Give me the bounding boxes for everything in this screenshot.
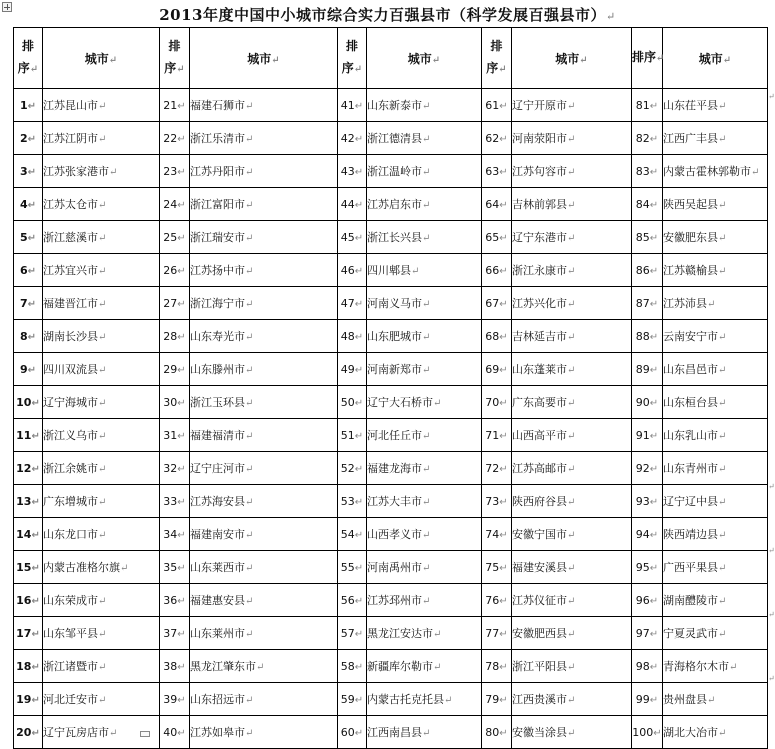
city-cell: 安徽宁国市↵ xyxy=(512,518,632,551)
rank-cell: 47↵ xyxy=(338,287,367,320)
city-cell: 山东寿光市↵ xyxy=(190,320,338,353)
city-cell: 内蒙古托克托县↵ xyxy=(367,683,482,716)
city-cell: 江苏邳州市↵ xyxy=(367,584,482,617)
rank-cell: 66↵ xyxy=(482,254,512,287)
rank-cell: 3↵ xyxy=(14,155,43,188)
city-cell: 辽宁辽中县↵ xyxy=(663,485,768,518)
table-row xyxy=(14,320,768,353)
city-header: 城市↵ xyxy=(43,28,160,89)
rank-cell: 49↵ xyxy=(338,353,367,386)
city-cell: 江苏丹阳市↵ xyxy=(190,155,338,188)
rank-cell: 18↵ xyxy=(14,650,43,683)
table-row xyxy=(14,584,768,617)
city-cell: 山东莱西市↵ xyxy=(190,551,338,584)
rank-cell: 55↵ xyxy=(338,551,367,584)
rank-cell: 80↵ xyxy=(482,716,512,749)
rank-cell: 16↵ xyxy=(14,584,43,617)
rank-cell: 31↵ xyxy=(160,419,190,452)
city-cell: 浙江瑞安市↵ xyxy=(190,221,338,254)
city-cell: 云南安宁市↵ xyxy=(663,320,768,353)
city-cell: 四川双流县↵ xyxy=(43,353,160,386)
rank-cell: 53↵ xyxy=(338,485,367,518)
city-cell: 江苏沛县↵ xyxy=(663,287,768,320)
rank-cell: 20↵ xyxy=(14,716,43,749)
table-row xyxy=(14,188,768,221)
row-end-mark-icon: ↵ xyxy=(768,674,775,683)
rank-cell: 21↵ xyxy=(160,89,190,122)
city-cell: 江苏如皋市↵ xyxy=(190,716,338,749)
table-row xyxy=(14,716,768,749)
city-cell: 福建福清市↵ xyxy=(190,419,338,452)
rank-cell: 5↵ xyxy=(14,221,43,254)
rank-cell: 4↵ xyxy=(14,188,43,221)
table-row xyxy=(14,89,768,122)
rank-cell: 77↵ xyxy=(482,617,512,650)
table-row xyxy=(14,485,768,518)
rank-cell: 79↵ xyxy=(482,683,512,716)
rank-cell: 44↵ xyxy=(338,188,367,221)
city-cell: 山东莱州市↵ xyxy=(190,617,338,650)
city-cell: 江苏张家港市↵ xyxy=(43,155,160,188)
city-cell: 江苏宜兴市↵ xyxy=(43,254,160,287)
city-cell: 黑龙江安达市↵ xyxy=(367,617,482,650)
rank-cell: 87↵ xyxy=(632,287,663,320)
rank-cell: 57↵ xyxy=(338,617,367,650)
page-title xyxy=(0,4,775,25)
rank-cell: 7↵ xyxy=(14,287,43,320)
rank-cell: 9↵ xyxy=(14,353,43,386)
city-cell: 山东蓬莱市↵ xyxy=(512,353,632,386)
city-cell: 江苏大丰市↵ xyxy=(367,485,482,518)
city-cell: 青海格尔木市↵ xyxy=(663,650,768,683)
city-cell: 湖南醴陵市↵ xyxy=(663,584,768,617)
city-cell: 陕西靖边县↵ xyxy=(663,518,768,551)
header-row xyxy=(14,28,768,89)
city-cell: 福建南安市↵ xyxy=(190,518,338,551)
rank-cell: 91↵ xyxy=(632,419,663,452)
city-cell: 江苏兴化市↵ xyxy=(512,287,632,320)
city-cell: 福建安溪县↵ xyxy=(512,551,632,584)
city-cell: 江西广丰县↵ xyxy=(663,122,768,155)
city-cell: 安徽肥西县↵ xyxy=(512,617,632,650)
city-cell: 安徽肥东县↵ xyxy=(663,221,768,254)
rank-cell: 10↵ xyxy=(14,386,43,419)
rank-cell: 64↵ xyxy=(482,188,512,221)
rank-cell: 93↵ xyxy=(632,485,663,518)
table-row xyxy=(14,386,768,419)
city-cell: 浙江平阳县↵ xyxy=(512,650,632,683)
city-cell: 江苏赣榆县↵ xyxy=(663,254,768,287)
rank-cell: 1↵ xyxy=(14,89,43,122)
city-cell: 浙江诸暨市↵ xyxy=(43,650,160,683)
city-cell: 陕西府谷县↵ xyxy=(512,485,632,518)
rank-cell: 69↵ xyxy=(482,353,512,386)
city-cell: 新疆库尔勒市↵ xyxy=(367,650,482,683)
table-row xyxy=(14,122,768,155)
city-cell: 浙江玉环县↵ xyxy=(190,386,338,419)
rank-cell: 25↵ xyxy=(160,221,190,254)
city-cell: 辽宁开原市↵ xyxy=(512,89,632,122)
table-row xyxy=(14,650,768,683)
rank-cell: 68↵ xyxy=(482,320,512,353)
city-cell: 广西平果县↵ xyxy=(663,551,768,584)
table-row xyxy=(14,353,768,386)
city-cell: 江西南昌县↵ xyxy=(367,716,482,749)
table-row xyxy=(14,287,768,320)
rank-cell: 30↵ xyxy=(160,386,190,419)
rank-cell: 60↵ xyxy=(338,716,367,749)
rank-cell: 15↵ xyxy=(14,551,43,584)
rank-cell: 74↵ xyxy=(482,518,512,551)
city-cell: 辽宁海城市↵ xyxy=(43,386,160,419)
rank-cell: 65↵ xyxy=(482,221,512,254)
city-header: 城市↵ xyxy=(190,28,338,89)
city-cell: 浙江海宁市↵ xyxy=(190,287,338,320)
city-cell: 辽宁庄河市↵ xyxy=(190,452,338,485)
rank-cell: 100↵ xyxy=(632,716,663,749)
city-cell: 福建龙海市↵ xyxy=(367,452,482,485)
rank-cell: 73↵ xyxy=(482,485,512,518)
city-cell: 福建晋江市↵ xyxy=(43,287,160,320)
city-cell: 浙江永康市↵ xyxy=(512,254,632,287)
table-row xyxy=(14,221,768,254)
row-end-mark-icon: ↵ xyxy=(768,92,775,101)
city-cell: 湖南长沙县↵ xyxy=(43,320,160,353)
rank-cell: 33↵ xyxy=(160,485,190,518)
rank-cell: 35↵ xyxy=(160,551,190,584)
rank-cell: 14↵ xyxy=(14,518,43,551)
city-cell: 江苏启东市↵ xyxy=(367,188,482,221)
city-cell: 江苏太仓市↵ xyxy=(43,188,160,221)
rank-cell: 94↵ xyxy=(632,518,663,551)
city-cell: 山东乳山市↵ xyxy=(663,419,768,452)
rank-cell: 12↵ xyxy=(14,452,43,485)
rank-cell: 67↵ xyxy=(482,287,512,320)
rank-cell: 48↵ xyxy=(338,320,367,353)
city-cell: 江苏扬中市↵ xyxy=(190,254,338,287)
city-cell: 福建石狮市↵ xyxy=(190,89,338,122)
rank-cell: 75↵ xyxy=(482,551,512,584)
rank-cell: 85↵ xyxy=(632,221,663,254)
rank-cell: 36↵ xyxy=(160,584,190,617)
rank-cell: 61↵ xyxy=(482,89,512,122)
city-cell: 江苏昆山市↵ xyxy=(43,89,160,122)
city-cell: 陕西吴起县↵ xyxy=(663,188,768,221)
city-cell: 贵州盘县↵ xyxy=(663,683,768,716)
rank-cell: 27↵ xyxy=(160,287,190,320)
city-cell: 河南禹州市↵ xyxy=(367,551,482,584)
rank-cell: 59↵ xyxy=(338,683,367,716)
city-cell: 四川郫县↵ xyxy=(367,254,482,287)
paragraph-mark-icon: ↵ xyxy=(606,10,616,23)
rank-cell: 8↵ xyxy=(14,320,43,353)
table-row xyxy=(14,518,768,551)
rank-cell: 98↵ xyxy=(632,650,663,683)
rank-cell: 28↵ xyxy=(160,320,190,353)
city-cell: 山东荣成市↵ xyxy=(43,584,160,617)
rank-cell: 90↵ xyxy=(632,386,663,419)
row-end-mark-icon: ↵ xyxy=(768,610,775,619)
table-row xyxy=(14,452,768,485)
rank-cell: 29↵ xyxy=(160,353,190,386)
table-row xyxy=(14,617,768,650)
rank-cell: 39↵ xyxy=(160,683,190,716)
rank-cell: 34↵ xyxy=(160,518,190,551)
rank-header: 排 序↵ xyxy=(338,28,367,89)
rank-header: 排 序↵ xyxy=(160,28,190,89)
row-end-mark-icon: ↵ xyxy=(768,482,775,491)
rank-cell: 13↵ xyxy=(14,485,43,518)
city-cell: 山东招远市↵ xyxy=(190,683,338,716)
city-header: 城市↵ xyxy=(663,28,768,89)
rank-cell: 88↵ xyxy=(632,320,663,353)
rank-cell: 19↵ xyxy=(14,683,43,716)
rank-cell: 96↵ xyxy=(632,584,663,617)
rank-cell: 32↵ xyxy=(160,452,190,485)
city-cell: 河北任丘市↵ xyxy=(367,419,482,452)
row-end-mark-icon: ↵ xyxy=(768,546,775,555)
city-header: 城市↵ xyxy=(512,28,632,89)
rank-cell: 24↵ xyxy=(160,188,190,221)
city-cell: 广东高要市↵ xyxy=(512,386,632,419)
city-cell: 福建惠安县↵ xyxy=(190,584,338,617)
city-cell: 内蒙古霍林郭勒市↵ xyxy=(663,155,768,188)
rank-cell: 71↵ xyxy=(482,419,512,452)
rank-cell: 58↵ xyxy=(338,650,367,683)
city-cell: 浙江余姚市↵ xyxy=(43,452,160,485)
city-cell: 辽宁大石桥市↵ xyxy=(367,386,482,419)
rank-cell: 62↵ xyxy=(482,122,512,155)
rank-cell: 99↵ xyxy=(632,683,663,716)
rank-cell: 63↵ xyxy=(482,155,512,188)
table-row xyxy=(14,419,768,452)
city-cell: 山西高平市↵ xyxy=(512,419,632,452)
rank-cell: 41↵ xyxy=(338,89,367,122)
rank-header: 排序↵ xyxy=(632,28,663,89)
rank-cell: 45↵ xyxy=(338,221,367,254)
city-cell: 黑龙江肇东市↵ xyxy=(190,650,338,683)
rank-cell: 84↵ xyxy=(632,188,663,221)
city-cell: 山东滕州市↵ xyxy=(190,353,338,386)
city-cell: 辽宁瓦房店市↵ xyxy=(43,716,160,749)
title-text: 2013年度中国中小城市综合实力百强县市（科学发展百强县市） xyxy=(159,6,607,24)
city-cell: 浙江慈溪市↵ xyxy=(43,221,160,254)
rank-header: 排 序↵ xyxy=(482,28,512,89)
city-cell: 江苏句容市↵ xyxy=(512,155,632,188)
city-cell: 浙江长兴县↵ xyxy=(367,221,482,254)
city-cell: 广东增城市↵ xyxy=(43,485,160,518)
table-row xyxy=(14,254,768,287)
city-cell: 浙江富阳市↵ xyxy=(190,188,338,221)
rank-cell: 70↵ xyxy=(482,386,512,419)
rank-cell: 82↵ xyxy=(632,122,663,155)
city-cell: 山东昌邑市↵ xyxy=(663,353,768,386)
city-cell: 江苏江阴市↵ xyxy=(43,122,160,155)
city-cell: 吉林延吉市↵ xyxy=(512,320,632,353)
city-cell: 山东茌平县↵ xyxy=(663,89,768,122)
rank-cell: 97↵ xyxy=(632,617,663,650)
rank-cell: 72↵ xyxy=(482,452,512,485)
rank-cell: 26↵ xyxy=(160,254,190,287)
table-row xyxy=(14,683,768,716)
rank-cell: 23↵ xyxy=(160,155,190,188)
city-cell: 山东青州市↵ xyxy=(663,452,768,485)
city-cell: 浙江温岭市↵ xyxy=(367,155,482,188)
city-cell: 河南新郑市↵ xyxy=(367,353,482,386)
city-cell: 河南荥阳市↵ xyxy=(512,122,632,155)
city-cell: 山西孝义市↵ xyxy=(367,518,482,551)
ranking-table xyxy=(13,27,768,749)
city-cell: 内蒙古准格尔旗↵ xyxy=(43,551,160,584)
rank-cell: 11↵ xyxy=(14,419,43,452)
rank-cell: 83↵ xyxy=(632,155,663,188)
rank-cell: 81↵ xyxy=(632,89,663,122)
rank-cell: 46↵ xyxy=(338,254,367,287)
rank-cell: 50↵ xyxy=(338,386,367,419)
city-cell: 宁夏灵武市↵ xyxy=(663,617,768,650)
rank-cell: 86↵ xyxy=(632,254,663,287)
rank-cell: 2↵ xyxy=(14,122,43,155)
city-cell: 山东龙口市↵ xyxy=(43,518,160,551)
rank-cell: 17↵ xyxy=(14,617,43,650)
rank-cell: 78↵ xyxy=(482,650,512,683)
city-cell: 湖北大冶市↵ xyxy=(663,716,768,749)
city-cell: 山东邹平县↵ xyxy=(43,617,160,650)
rank-cell: 38↵ xyxy=(160,650,190,683)
rank-cell: 40↵ xyxy=(160,716,190,749)
city-cell: 河南义马市↵ xyxy=(367,287,482,320)
city-cell: 山东新泰市↵ xyxy=(367,89,482,122)
city-cell: 山东桓台县↵ xyxy=(663,386,768,419)
rank-cell: 92↵ xyxy=(632,452,663,485)
rank-cell: 76↵ xyxy=(482,584,512,617)
table-row xyxy=(14,551,768,584)
table-body xyxy=(14,89,768,749)
rank-cell: 95↵ xyxy=(632,551,663,584)
city-cell: 辽宁东港市↵ xyxy=(512,221,632,254)
rank-cell: 6↵ xyxy=(14,254,43,287)
city-cell: 浙江乐清市↵ xyxy=(190,122,338,155)
city-cell: 江苏仪征市↵ xyxy=(512,584,632,617)
rank-cell: 37↵ xyxy=(160,617,190,650)
city-cell: 江苏高邮市↵ xyxy=(512,452,632,485)
city-cell: 河北迁安市↵ xyxy=(43,683,160,716)
city-cell: 江苏海安县↵ xyxy=(190,485,338,518)
city-cell: 安徽当涂县↵ xyxy=(512,716,632,749)
city-cell: 山东肥城市↵ xyxy=(367,320,482,353)
city-header: 城市↵ xyxy=(367,28,482,89)
table-row xyxy=(14,155,768,188)
city-cell: 江西贵溪市↵ xyxy=(512,683,632,716)
city-cell: 吉林前郭县↵ xyxy=(512,188,632,221)
rank-cell: 22↵ xyxy=(160,122,190,155)
rank-cell: 43↵ xyxy=(338,155,367,188)
rank-cell: 54↵ xyxy=(338,518,367,551)
rank-cell: 42↵ xyxy=(338,122,367,155)
rank-cell: 89↵ xyxy=(632,353,663,386)
rank-cell: 56↵ xyxy=(338,584,367,617)
city-cell: 浙江义乌市↵ xyxy=(43,419,160,452)
rank-header: 排 序↵ xyxy=(14,28,43,89)
rank-cell: 52↵ xyxy=(338,452,367,485)
table-resize-handle-icon[interactable] xyxy=(140,731,150,737)
rank-cell: 51↵ xyxy=(338,419,367,452)
city-cell: 浙江德清县↵ xyxy=(367,122,482,155)
